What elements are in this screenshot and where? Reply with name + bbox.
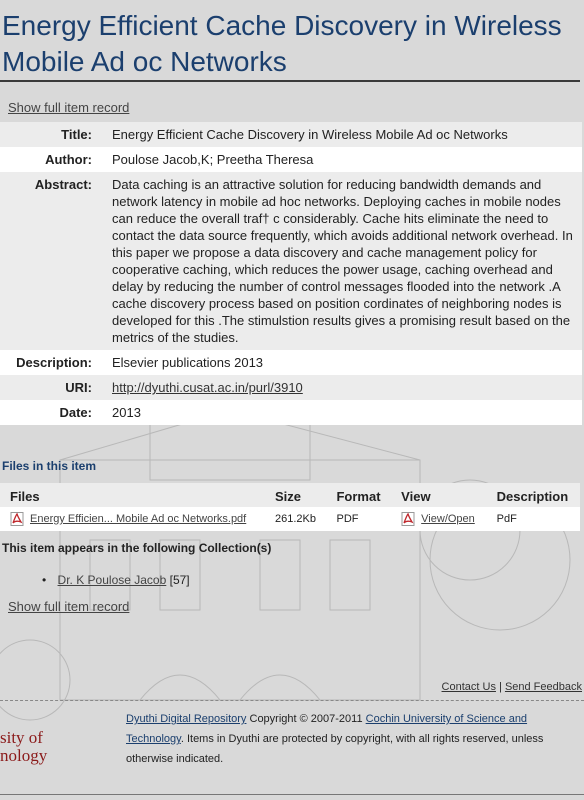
brand-line-1: sity of [0, 728, 43, 747]
copyright-text: Copyright © 2007-2011 [246, 713, 366, 725]
metadata-row-author [0, 147, 582, 172]
metadata-row-date [0, 400, 582, 425]
date-value: 2013 [104, 400, 582, 425]
size-col-header: Size [265, 483, 326, 507]
file-description: PdF [487, 507, 580, 531]
university-link[interactable]: Cochin University of Science and Technology [126, 713, 528, 745]
metadata-row-title [0, 122, 582, 147]
metadata-row-description [0, 350, 582, 375]
uri-cell [104, 375, 582, 400]
collection-item [42, 573, 584, 587]
abstract-value: Data caching is an attractive solution for reducing bandwidth demands and network latency in mobile ad hoc networks. Deploying caches in mobile nodes can reduce the overall traf† c considerably. Cache hits eliminate the need to contact the data source frequently, which avoids additional network overhead. In this paper we propose a data discovery and cache management policy for cooperative caching, which reduces the power usage, caching overhead and delay by reducing the number of control messages flooded into the network .A cache discovery process based on position cordinates of neighboring nodes is developed for this .The stimulstion results gives a promising result based on the metrics of the studies. [104, 172, 582, 350]
pdf-view-icon [401, 512, 415, 526]
footer-copyright [126, 709, 566, 769]
repository-link[interactable]: Dyuthi Digital Repository [126, 713, 247, 725]
files-table [0, 483, 580, 531]
date-label: Date: [0, 400, 104, 425]
collection-count: [57] [169, 573, 190, 587]
title-label: Title: [0, 122, 104, 147]
show-full-record-link[interactable]: Show full item record [8, 100, 130, 115]
collection-link[interactable]: Dr. K Poulose Jacob [57, 573, 167, 587]
file-row [0, 507, 580, 531]
description-col-header: Description [487, 483, 580, 507]
brand-line-2: nology [0, 746, 48, 765]
file-cell [0, 507, 265, 531]
rights-text: . Items in Dyuthi are protected by copyright, with all rights reserved, unless otherwise indicated. [126, 733, 544, 765]
page-title: Energy Efficient Cache Discovery in Wireless Mobile Ad oc Networks [0, 0, 580, 82]
university-brand [0, 729, 47, 765]
contact-us-link[interactable]: Contact Us [441, 681, 496, 693]
abstract-label: Abstract: [0, 172, 104, 350]
collections-heading: This item appears in the following Collection(s) [2, 541, 272, 555]
send-feedback-link[interactable]: Send Feedback [504, 681, 582, 693]
uri-link[interactable]: http://dyuthi.cusat.ac.in/purl/3910 [112, 380, 303, 395]
author-value: Poulose Jacob,K; Preetha Theresa [104, 147, 582, 172]
description-value: Elsevier publications 2013 [104, 350, 582, 375]
author-label: Author: [0, 147, 104, 172]
item-metadata-table [0, 122, 582, 425]
collections-list [42, 573, 584, 587]
file-name-link[interactable]: Energy Efficien... Mobile Ad oc Networks.pdf [30, 512, 247, 525]
footer-divider [0, 700, 584, 701]
view-open-link[interactable]: View/Open [421, 512, 475, 525]
format-col-header: Format [326, 483, 391, 507]
footer-separator: | [499, 681, 502, 693]
metadata-row-uri [0, 375, 582, 400]
show-full-record-link-bottom[interactable]: Show full item record [8, 599, 130, 614]
files-header-row [0, 483, 580, 507]
view-col-header: View [391, 483, 486, 507]
view-cell [391, 507, 486, 531]
footer-links [442, 681, 582, 693]
metadata-row-abstract [0, 172, 582, 350]
file-format: PDF [326, 507, 391, 531]
uri-label: URI: [0, 375, 104, 400]
pdf-file-icon [10, 512, 24, 526]
file-size: 261.2Kb [265, 507, 326, 531]
files-heading: Files in this item [2, 459, 97, 473]
description-label: Description: [0, 350, 104, 375]
files-col-header: Files [0, 483, 265, 507]
bottom-divider [0, 794, 584, 795]
title-value: Energy Efficient Cache Discovery in Wireless Mobile Ad oc Networks [104, 122, 582, 147]
